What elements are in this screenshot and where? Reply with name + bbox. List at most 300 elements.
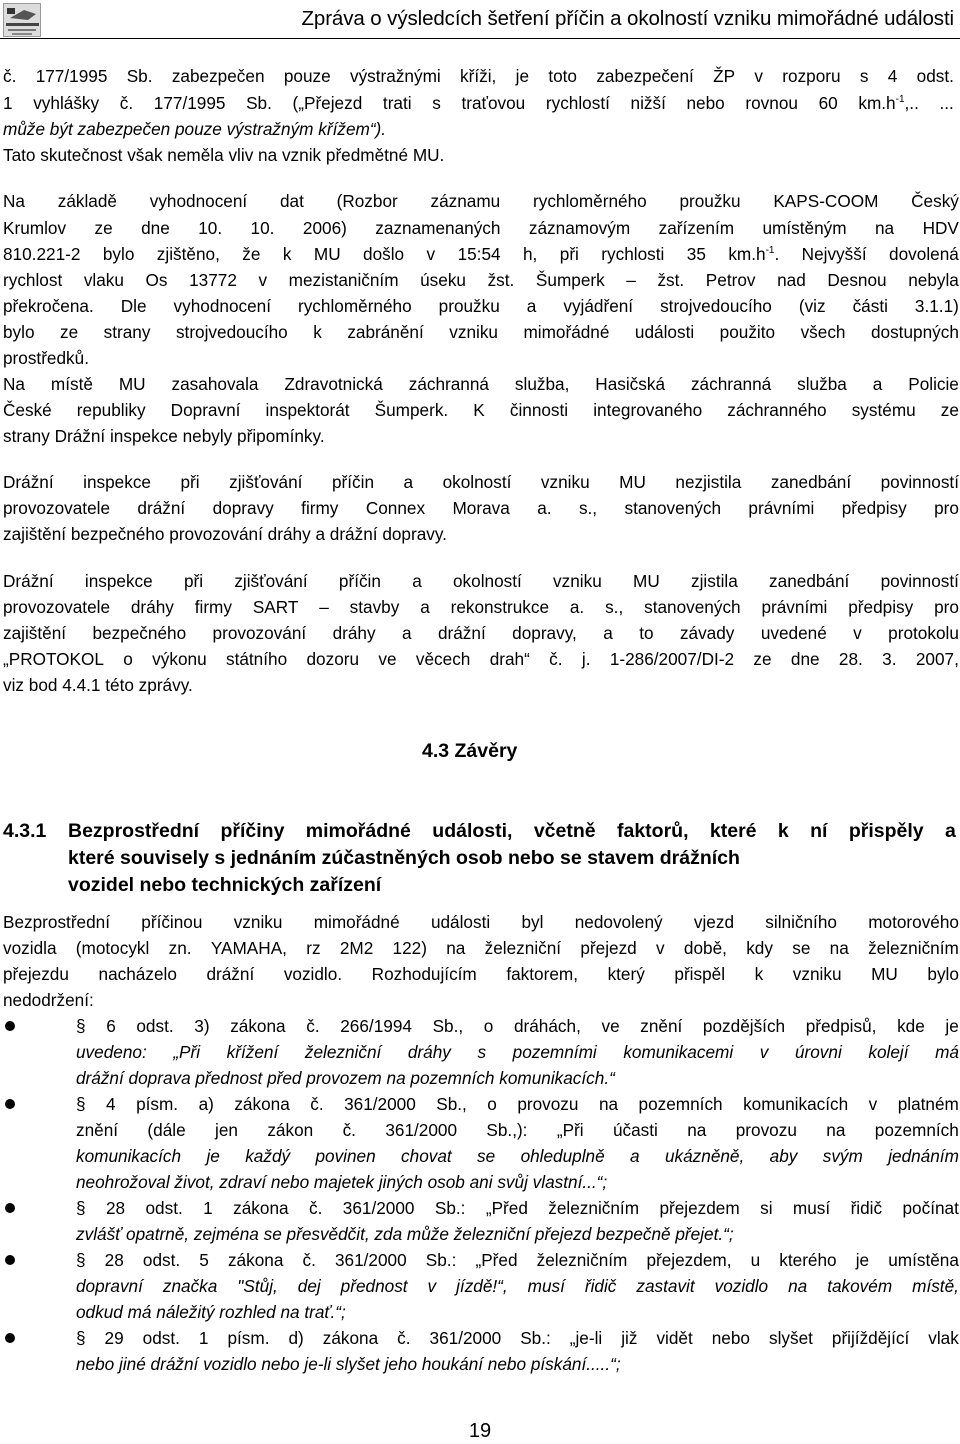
word: 28 (105, 1198, 126, 1218)
word: č. (308, 1198, 323, 1218)
word: 1 (203, 1198, 213, 1218)
list-item-line (76, 1120, 959, 1140)
word: 2M2 (339, 938, 374, 958)
word: 2007, (915, 649, 959, 669)
word: „Při (173, 1042, 201, 1062)
word: (Rozbor (336, 191, 398, 211)
word: příčin (338, 571, 381, 591)
word: Šumperk (535, 270, 605, 290)
word: a (526, 296, 537, 316)
word: ŽP (713, 66, 736, 86)
word: stanovených (644, 597, 741, 617)
word: odst. (142, 1250, 181, 1270)
word: 361/2000 (429, 1328, 502, 1348)
word: Český (911, 191, 959, 211)
list-item-line (76, 1146, 959, 1166)
word: dráhách, (513, 1016, 581, 1036)
word: ... (939, 93, 954, 113)
word: provozovatele (3, 597, 111, 617)
word: vyjádření (563, 296, 634, 316)
word: kříži, (460, 66, 497, 86)
word: vzniku (792, 964, 842, 984)
word: 13772 (189, 270, 237, 290)
list-item-line: zvlášť opatrně, zejména se přesvědčit, zda může železniční přejezd bezpečně přejet.“; (76, 1224, 734, 1244)
word: České (3, 400, 52, 420)
word: dopravy, (512, 623, 577, 643)
word: státního (225, 649, 288, 669)
text-line (3, 597, 959, 617)
word: vlaku (83, 270, 124, 290)
word: jízdě!“, (456, 1276, 508, 1296)
word: úrovni (794, 1042, 842, 1062)
word: provozování (212, 623, 307, 643)
word: h, (523, 244, 538, 264)
word: $km.h^{-1}$,.. (858, 93, 919, 113)
subsection-heading-line (68, 819, 956, 843)
word: rychloměrného (533, 191, 647, 211)
word: 15:54 (457, 244, 501, 264)
word: zanedbání (770, 472, 852, 492)
word: železničním (868, 938, 959, 958)
word: Na (3, 374, 25, 394)
word: přejezdem (659, 1198, 740, 1218)
word: právními (761, 597, 828, 617)
word: pozemních (638, 1094, 723, 1114)
word: „Před (485, 1198, 528, 1218)
word: MU (633, 571, 660, 591)
word: počínat (902, 1198, 959, 1218)
word: době, (683, 938, 727, 958)
text-line (3, 912, 959, 932)
word: které (709, 820, 757, 842)
word: vzniku (553, 571, 602, 591)
word: Nejvyšší (801, 244, 867, 264)
word: traťovou (461, 93, 526, 113)
word: vozidlo. (283, 964, 343, 984)
word: umístěným (762, 218, 847, 238)
word: KAPS-COOM (773, 191, 879, 211)
word: zákon (267, 1120, 314, 1140)
word: 5 (199, 1250, 209, 1270)
word: zákona (233, 1198, 289, 1218)
word: komunikacích (743, 1094, 849, 1114)
word: rozporu (782, 66, 841, 86)
word: při (183, 571, 204, 591)
text-line (3, 938, 959, 958)
text-line (3, 66, 954, 86)
word: MU (619, 472, 646, 492)
word: řidič (584, 1276, 617, 1296)
word: řidič (850, 1198, 883, 1218)
word: ukázněně, (664, 1146, 745, 1166)
word: v (656, 938, 665, 958)
word: písm. (136, 1094, 179, 1114)
word: nebo (686, 93, 725, 113)
word: protokolu (888, 623, 959, 643)
word: zjišťování (229, 472, 303, 492)
word: rekonstrukce (450, 597, 550, 617)
word: (dále (147, 1120, 186, 1140)
word: železniční (484, 938, 562, 958)
word: dne (790, 649, 820, 669)
word: 3. (882, 649, 897, 669)
word: Hasičská (595, 374, 666, 394)
word: Sb., (436, 1094, 467, 1114)
word: události (634, 322, 695, 342)
word: překročena. (3, 296, 94, 316)
word: Sb.: (434, 1198, 466, 1218)
word: všech (800, 322, 846, 342)
word: vzniku (449, 322, 498, 342)
word: mimořádné (313, 912, 400, 932)
word: železniční (304, 1042, 382, 1062)
word: dej (297, 1276, 321, 1296)
word: značka (162, 1276, 218, 1296)
word: provozu (735, 1120, 797, 1140)
word: ve (378, 649, 397, 669)
word: 1-286/2007/DI-2 (609, 649, 735, 669)
word: MU (871, 964, 898, 984)
word: zákona (227, 1250, 284, 1270)
bullet-icon (5, 1203, 15, 1213)
word: že (242, 244, 261, 264)
word: zabránění (347, 322, 424, 342)
word: každý (245, 1146, 291, 1166)
word: Drážní (3, 472, 54, 492)
word: K (473, 400, 485, 420)
word: vyhodnocení (173, 296, 271, 316)
word: 4 (106, 1094, 116, 1114)
word: již (621, 1328, 638, 1348)
word: pouze (283, 66, 331, 86)
word: vozidlo (714, 1276, 769, 1296)
word: 361/2000 (334, 1250, 407, 1270)
word: přejezd (580, 938, 637, 958)
word: MU (313, 244, 341, 264)
word: rychlost (3, 270, 63, 290)
word: u (750, 1250, 761, 1270)
word: se (477, 1146, 496, 1166)
word: „PROTOKOL (3, 649, 104, 669)
word: firmy (301, 498, 339, 518)
word: závady (679, 623, 735, 643)
word: č. (310, 1094, 324, 1114)
text-line: zajištění bezpečného provozování dráhy a drážní dopravy. (3, 524, 447, 544)
word: zaznamenaných (375, 218, 501, 238)
word: slyšet (768, 1328, 813, 1348)
word: republiky (76, 400, 146, 420)
word: na (875, 218, 895, 238)
text-line: může být zabezpečen pouze výstražným křížem“). (3, 119, 387, 139)
word: o (487, 1094, 497, 1114)
word: firmy (194, 597, 232, 617)
word: mezistaničním (288, 270, 399, 290)
word: integrovaného (593, 400, 703, 420)
word: vlak (928, 1328, 959, 1348)
word: zasahovala (171, 374, 259, 394)
header-divider (0, 38, 960, 39)
word: Na (3, 191, 25, 211)
word: 177/1995 (35, 66, 108, 86)
word: drážní (137, 498, 186, 518)
word: pozdějších (702, 1016, 786, 1036)
word: v (853, 623, 862, 643)
word: "Stůj, (237, 1276, 278, 1296)
word: zanedbání (769, 571, 850, 591)
word: části (852, 296, 888, 316)
drazni-inspekce-logo-icon (3, 3, 41, 37)
word: přijíždějící (831, 1328, 910, 1348)
word: při (180, 472, 200, 492)
word: Morava (452, 498, 510, 518)
subsection-number: 4.3.1 (3, 820, 47, 842)
word: drah“ (489, 649, 530, 669)
word: č. (306, 1016, 320, 1036)
word: na (598, 1094, 619, 1114)
word: platném (897, 1094, 959, 1114)
word: stavby (349, 597, 400, 617)
word: „Před (475, 1250, 518, 1270)
word: uvedené (760, 623, 827, 643)
list-item-line (76, 1198, 959, 1218)
word: a (630, 1146, 640, 1166)
word: účasti (612, 1120, 658, 1140)
word: události (430, 912, 491, 932)
word: je (515, 66, 530, 86)
word: drážní (437, 623, 486, 643)
word: vidět (656, 1328, 693, 1348)
word: 177/1995 (153, 93, 226, 113)
word: Krumlov (3, 218, 67, 238)
word: předpisů, (805, 1016, 877, 1036)
text-line: nedodržení: (3, 990, 94, 1010)
word: je (206, 1146, 220, 1166)
word: mimořádné (305, 820, 411, 842)
list-item-line (76, 1042, 959, 1062)
word: rychlostí (545, 93, 610, 113)
text-line (3, 623, 959, 643)
word: 35 (686, 244, 706, 264)
word: nezjistila (675, 472, 742, 492)
word: železničním (548, 1198, 640, 1218)
word: povinností (880, 571, 959, 591)
word: na (829, 938, 849, 958)
word: úseku (420, 270, 466, 290)
word: Sb.: (425, 1250, 457, 1270)
bullet-icon (5, 1099, 15, 1109)
word: 1 (3, 93, 13, 113)
word: k (313, 322, 322, 342)
list-item-line (76, 1016, 959, 1036)
word: 3.1.1) (914, 296, 959, 316)
word: dopravní (76, 1276, 143, 1296)
word: a (412, 571, 422, 591)
word: vyhodnocení (149, 191, 248, 211)
word: odst. (142, 1328, 180, 1348)
word: zákona (230, 1016, 286, 1036)
word: dozoru (306, 649, 360, 669)
word: předpisy (848, 597, 914, 617)
word: nižší (630, 93, 666, 113)
word: Sb.: (520, 1328, 551, 1348)
text-line (3, 571, 959, 591)
word: v (868, 1094, 878, 1114)
word: strany (103, 322, 151, 342)
word: MU (118, 374, 146, 394)
word: příčin (331, 472, 374, 492)
word: nebyla (908, 270, 959, 290)
word: okolností (453, 571, 522, 591)
word: toto (548, 66, 577, 86)
word: nedovolený (574, 912, 663, 932)
word: bezpečného (92, 623, 187, 643)
word: chovat (401, 1146, 452, 1166)
word: si (760, 1198, 773, 1218)
word: Dle (120, 296, 147, 316)
word: č. (342, 1120, 356, 1140)
word: služba, (514, 374, 570, 394)
word: 122) (392, 938, 427, 958)
word: žst. (487, 270, 515, 290)
word: zákona (234, 1094, 290, 1114)
word: silničního (765, 912, 837, 932)
word: kdy (746, 938, 773, 958)
word: zákona (322, 1328, 379, 1348)
word: přispěl (674, 964, 726, 984)
word: s., (605, 597, 624, 617)
word: Sb. (246, 93, 272, 113)
page-number: 19 (468, 1420, 492, 1442)
word: stanovených (624, 498, 722, 518)
word: vjezd (693, 912, 735, 932)
word: znění (76, 1120, 119, 1140)
list-item-line: odkud má náležitý rozhled na trať.“; (76, 1302, 346, 1322)
word: Policie (908, 374, 959, 394)
word: dráhy (130, 597, 174, 617)
word: 4 (887, 66, 898, 86)
word: 1 (198, 1328, 209, 1348)
word: křížení (226, 1042, 279, 1062)
word: dráhy (332, 623, 376, 643)
word: ohleduplně (520, 1146, 605, 1166)
word: přispěly (848, 820, 924, 842)
word: je (945, 1016, 959, 1036)
word: zjistila (691, 571, 738, 591)
word: YAMAHA, (210, 938, 287, 958)
word: 6 (106, 1016, 116, 1036)
word: 810.221-2 (3, 244, 81, 264)
word: – (626, 270, 636, 290)
word: záznamu (430, 191, 501, 211)
word: který (607, 964, 645, 984)
word: nad (777, 270, 806, 290)
word: bylo (927, 964, 959, 984)
word: odst. (916, 66, 954, 86)
text-line (3, 93, 954, 113)
word: věcech (415, 649, 471, 669)
word: § (76, 1250, 86, 1270)
word: dovolená (889, 244, 959, 264)
word: a. (537, 498, 552, 518)
word: § (76, 1328, 86, 1348)
word: odst. (145, 1198, 183, 1218)
word: kolejí (868, 1042, 909, 1062)
word: právními (748, 498, 815, 518)
word: vozidla (3, 938, 57, 958)
word: okolností (442, 472, 512, 492)
word: Bezprostřední (68, 820, 200, 842)
word: a. (569, 597, 585, 617)
word: inspekce (84, 571, 153, 591)
word: 266/1994 (340, 1016, 412, 1036)
word: předpisy (841, 498, 907, 518)
text-line: prostředků. (3, 348, 89, 368)
word: vzniku (233, 912, 283, 932)
list-item-line (76, 1328, 959, 1348)
word: při (559, 244, 579, 264)
word: záznamovým (528, 218, 631, 238)
word: zabezpečen (171, 66, 265, 86)
word: Bezprostřední (3, 912, 111, 932)
word: Petrov (705, 270, 756, 290)
word: č. (397, 1328, 411, 1348)
text-line (3, 964, 959, 984)
subsection-heading-line: vozidel nebo technických zařízení (68, 874, 382, 896)
section-heading: 4.3 Závěry (422, 740, 518, 762)
word: na (788, 1276, 808, 1296)
word: použito (719, 322, 776, 342)
word: povinen (315, 1146, 376, 1166)
text-line (3, 472, 959, 492)
word: 2006) (302, 218, 347, 238)
word: dat (279, 191, 304, 211)
word: 3) (194, 1016, 210, 1036)
word: příčiny (220, 820, 285, 842)
word: systému (851, 400, 916, 420)
word: pro (934, 498, 959, 518)
word: strojvedoucího (175, 322, 288, 342)
word: záchranného (727, 400, 827, 420)
word: a (420, 597, 430, 617)
word: faktorem, (506, 964, 578, 984)
word: ze (940, 400, 959, 420)
word: musí (527, 1276, 565, 1296)
word: drážní (206, 964, 255, 984)
word: rovnou (745, 93, 798, 113)
word: zjištěno, (156, 244, 220, 264)
word: žst. (657, 270, 685, 290)
word: pro (934, 597, 959, 617)
word: („Přejezd (292, 93, 363, 113)
word: v (754, 66, 763, 86)
list-item-line: drážní doprava přednost před provozem na pozemních komunikacích.“ (76, 1068, 615, 1088)
word: § (76, 1198, 86, 1218)
word: (motocykl (75, 938, 150, 958)
word: aby (769, 1146, 798, 1166)
word: Sb., (432, 1016, 464, 1036)
bullet-icon (5, 1255, 15, 1265)
word: zjišťování (234, 571, 308, 591)
bullet-icon (5, 1021, 15, 1031)
list-item-line: neohrožoval život, zdraví nebo majetek jiných osob ani svůj vlastní...“; (76, 1172, 608, 1192)
text-line (3, 649, 959, 669)
word: inspektorát (265, 400, 350, 420)
word: s (859, 66, 869, 86)
list-item-line: nebo jiné drážní vozidlo nebo je-li slyšet jeho houkání nebo pískání.....“; (76, 1354, 621, 1374)
word: 29 (104, 1328, 124, 1348)
text-line (3, 498, 959, 518)
superscript-unit: -1 (895, 94, 905, 105)
